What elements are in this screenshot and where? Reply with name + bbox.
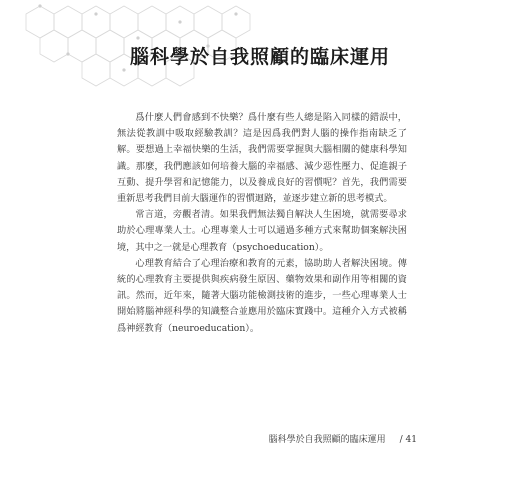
paragraph: 常言道，旁觀者清。如果我們無法獨自解決人生困境，就需要尋求助於心理專業人士。心理專業人士可以通過多種方式來幫助個案解決困境，其中之一就是心理教育（psychoeducation）。 bbox=[117, 209, 407, 253]
running-title: 腦科學於自我照顧的臨床運用 bbox=[268, 435, 386, 445]
page-footer bbox=[269, 432, 417, 445]
paragraph: 心理教育結合了心理治療和教育的元素，協助助人者解決困境。傳統的心理教育主要提供與疾病發生原因、藥物效果和副作用等相關的資訊。然而，近年來，隨著大腦功能檢測技術的進步，一些心理專業人士開始將腦神經科學的知識整合並應用於臨床實踐中。這種介入方式被稱爲神經教育（neuroeducation）。 bbox=[117, 257, 407, 334]
paragraph: 爲什麼人們會感到不快樂？爲什麼有些人總是陷入同樣的錯誤中，無法從教訓中吸取經驗教訓？這是因爲我們對人腦的操作指南缺乏了解。要想過上幸福快樂的生活，我們需要掌握與大腦相關的健康科學知識。那麼，我們應該如何培養大腦的幸福感、減少惡性壓力、促進親子互動、提升學習和記憶能力，以及養成良好的習慣呢？首先，我們需要重新思考我們目前大腦運作的習慣迴路，並逐步建立新的思考模式。 bbox=[117, 112, 407, 205]
body-text bbox=[117, 110, 407, 337]
chapter-title: 腦科學於自我照顧的臨床運用 bbox=[129, 46, 390, 68]
page-number: / 41 bbox=[399, 435, 417, 445]
